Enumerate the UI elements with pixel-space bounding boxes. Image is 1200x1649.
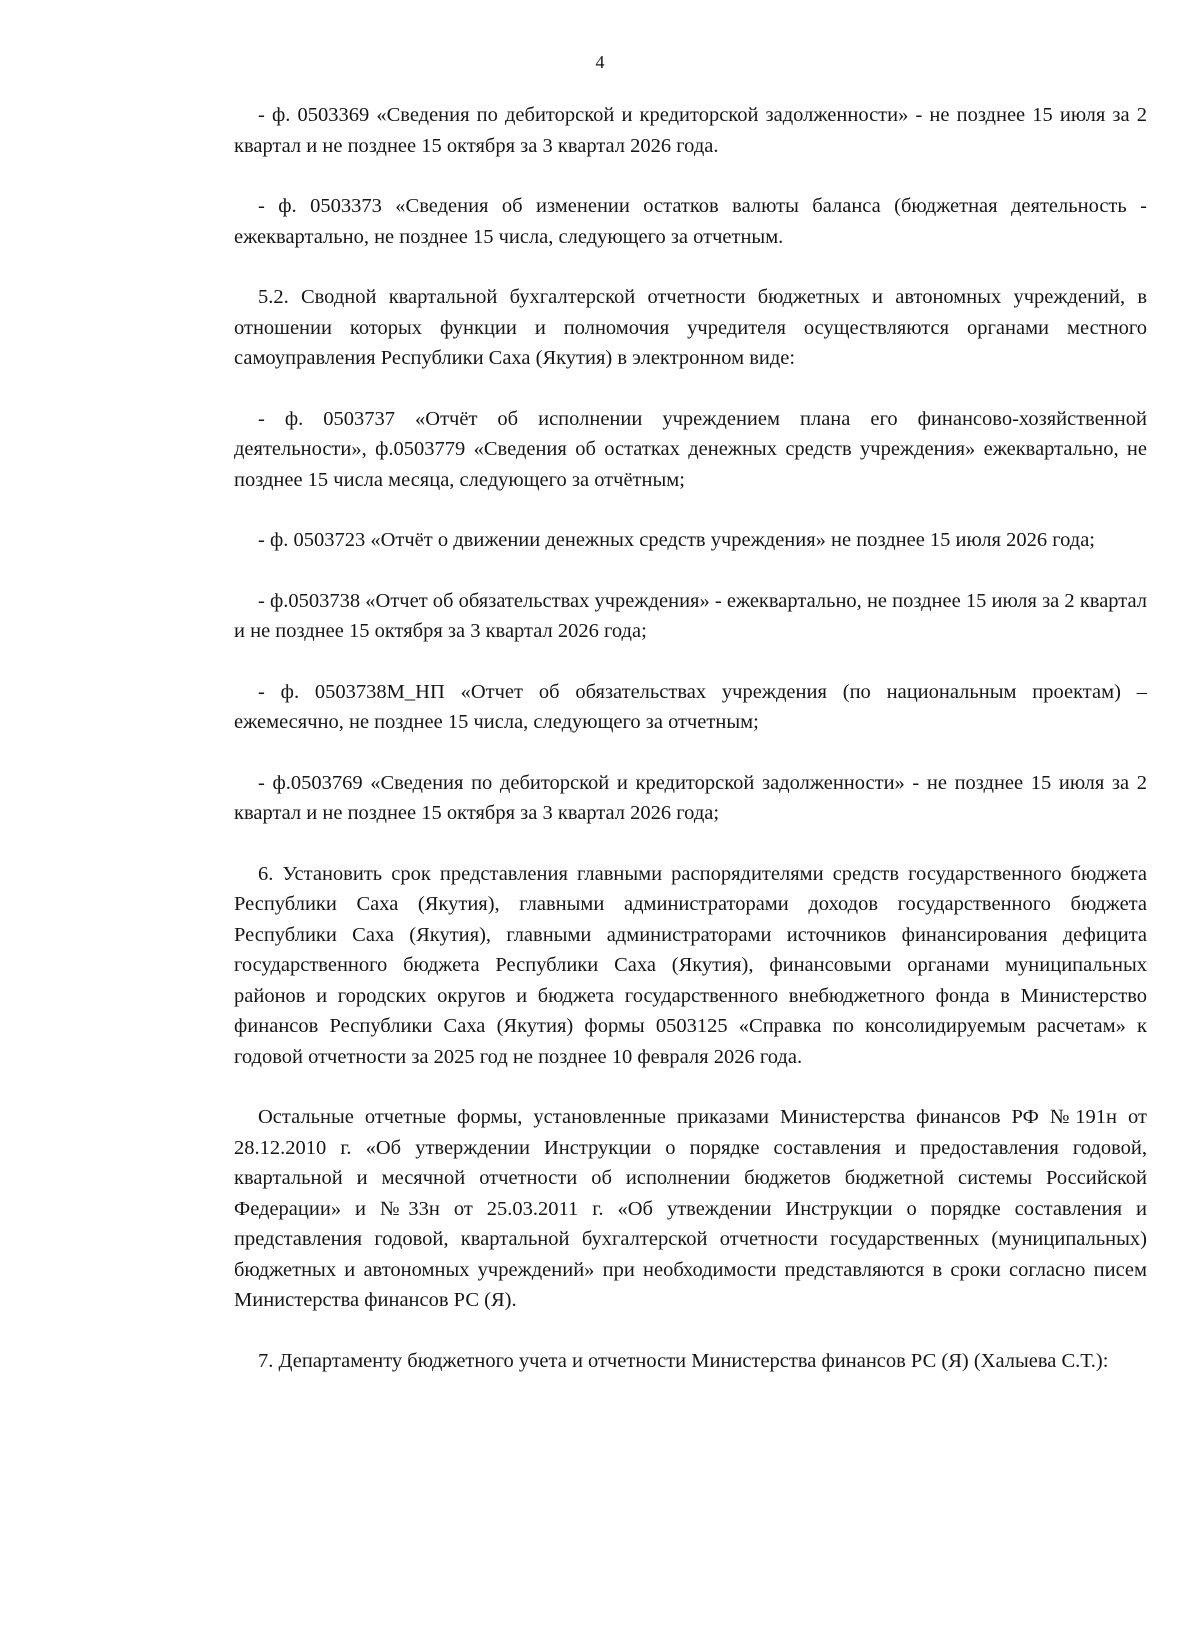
paragraph-other-forms: Остальные отчетные формы, установленные приказами Министерства финансов РФ №191н от 28.12.2010 г. «Об утверждении Инструкции о порядке составления и предоставления годовой, квартальной и месячной отчетности об исполнении бюджетов бюджетной системы Российской Федерации» и №33н от 25.03.2011 г. «Об утвеждении Инструкции о порядке составления и представления годовой, квартальной бухгалтерской отчетности государственных (муниципальных) бюджетных и автономных учреждений» при необходимости представляются в сроки согласно писем Министерства финансов РС (Я).: [234, 1106, 1147, 1311]
paragraph-item-6: 6. Установить срок представления главными распорядителями средств государственного бюджета Республики Саха (Якутия), главными администраторами доходов государственного бюджета Республики Саха (Якутия), главными администраторами источников финансирования дефицита государственного бюджета Республики Саха (Якутия), финансовыми органами муниципальных районов и городских округов и бюджета государственного внебюджетного фонда в Министерство финансов Республики Саха (Якутия) формы 0503125 «Справка по консолидируемым расчетам» к годовой отчетности за 2025 год не позднее 10 февраля 2026 года.: [234, 862, 1147, 1068]
paragraph-form-0503737: - ф. 0503737 «Отчёт об исполнении учреждением плана его финансово-хозяйственной деятельности», ф.0503779 «Сведения об остатках денежных средств учреждения» ежеквартально, не позднее 15 числа месяца, следующего за отчётным;: [234, 407, 1147, 491]
page-number: 4: [595, 52, 605, 72]
paragraph-form-0503369: - ф. 0503369 «Сведения по дебиторской и кредиторской задолженности» - не позднее 15 июля за 2 квартал и не позднее 15 октября за 3 квартал 2026 года.: [234, 104, 1147, 157]
paragraph-section-5-2: 5.2. Сводной квартальной бухгалтерской отчетности бюджетных и автономных учреждений, в отношении которых функции и полномочия учредителя осуществляются органами местного самоуправления Республики Саха (Якутия) в электронном виде:: [234, 286, 1147, 369]
paragraph-form-0503738: - ф.0503738 «Отчет об обязательствах учреждения» - ежеквартально, не позднее 15 июля за 2 квартал и не позднее 15 октября за 3 квартал 2026 года;: [234, 589, 1147, 642]
paragraph-form-0503769: - ф.0503769 «Сведения по дебиторской и кредиторской задолженности» - не позднее 15 июля за 2 квартал и не позднее 15 октября за 3 квартал 2026 года;: [234, 771, 1147, 824]
paragraph-form-0503738m-np: - ф. 0503738М_НП «Отчет об обязательствах учреждения (по национальным проектам) – ежемесячно, не позднее 15 числа, следующего за отчетным;: [234, 680, 1147, 733]
paragraph-form-0503723: - ф. 0503723 «Отчёт о движении денежных средств учреждения» не позднее 15 июля 2026 года;: [258, 529, 1096, 551]
paragraph-form-0503373: - ф. 0503373 «Сведения об изменении остатков валюты баланса (бюджетная деятельность - ежеквартально, не позднее 15 числа, следующего за отчетным.: [234, 195, 1147, 248]
document-body: [234, 100, 1147, 1376]
paragraph-item-7: 7. Департаменту бюджетного учета и отчетности Министерства финансов РС (Я) (Халыева С.Т.):: [258, 1349, 1109, 1372]
